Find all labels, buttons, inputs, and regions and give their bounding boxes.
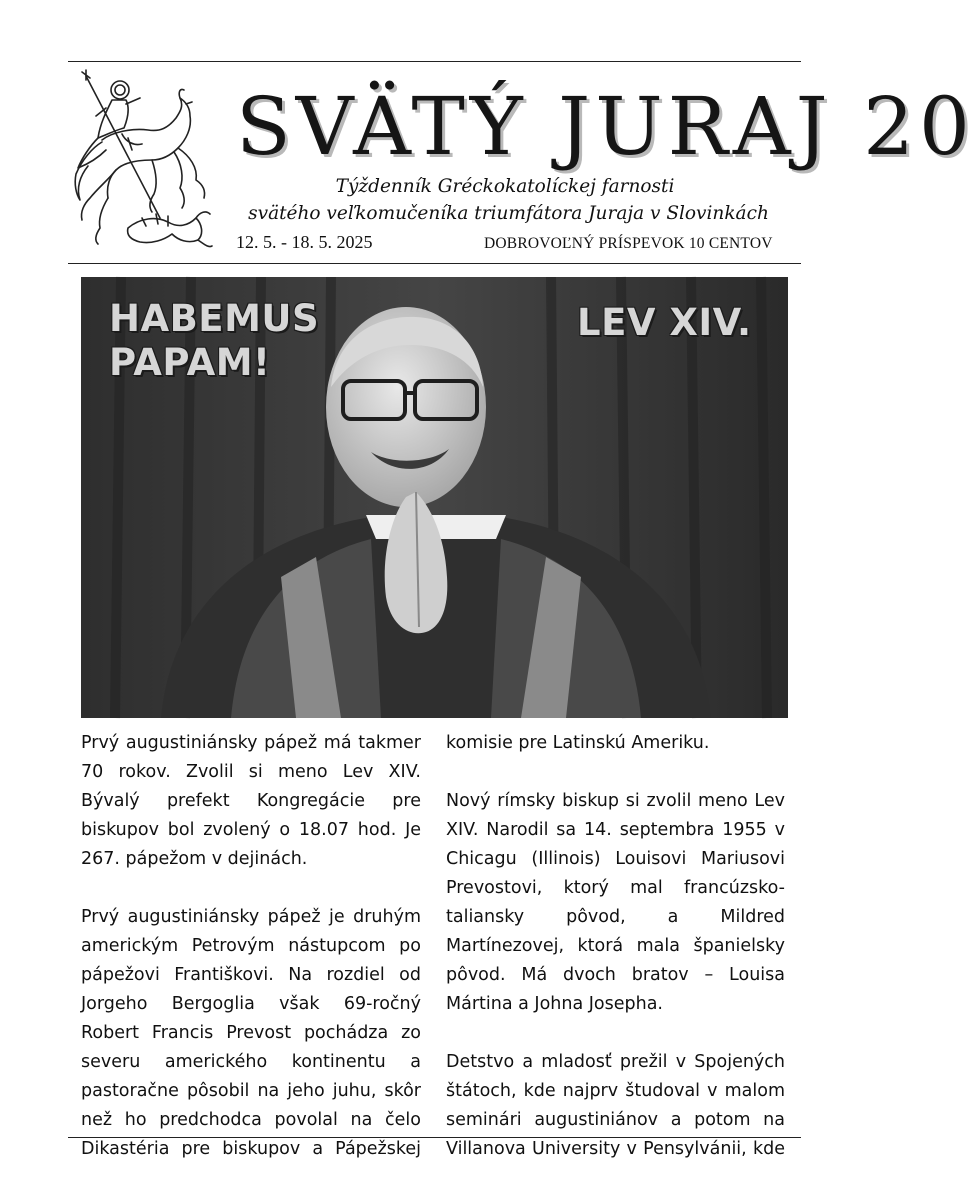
article-right-column: [446, 729, 785, 1164]
masthead-subtitle-line2: svätého veľkomučeníka triumfátora Juraja v Slovinkách: [248, 203, 769, 224]
article-line: pápežovi Františkovi. Na rozdiel od: [81, 965, 421, 985]
bottom-rule: [68, 1137, 801, 1138]
article-line: Robert Francis Prevost pochádza zo: [81, 1023, 421, 1043]
article-line: 70 rokov. Zvolil si meno Lev XIV.: [81, 762, 421, 782]
price-note: DOBROVOĽNÝ PRÍSPEVOK 10 CENTOV: [484, 235, 773, 252]
masthead-subtitle-line1: Týždenník Gréckokatolíckej farnosti: [335, 176, 675, 197]
top-rule: [68, 61, 801, 62]
saint-george-logo: [68, 68, 218, 253]
article-line: Bývalý prefekt Kongregácie pre: [81, 791, 421, 811]
photo-overlay-papam: PAPAM!: [109, 341, 271, 384]
article-line: severu amerického kontinentu a: [81, 1052, 421, 1072]
article-line: 267. pápežom v dejinách.: [81, 849, 308, 869]
article-line: biskupov bol zvolený o 18.07 hod. Je: [81, 820, 421, 840]
article-line: pôvod. Má dvoch bratov – Louisa: [446, 965, 785, 985]
article-line: štátoch, kde najprv študoval v malom: [446, 1081, 785, 1101]
article-line: Detstvo a mladosť prežil v Spojených: [446, 1052, 785, 1072]
masthead-bottom-rule: [68, 263, 801, 264]
article-line: Villanova University v Pensylvánii, kde: [446, 1139, 785, 1159]
article-line: komisie pre Latinskú Ameriku.: [446, 733, 710, 753]
photo-overlay-habemus: HABEMUS: [109, 297, 320, 340]
article-line: Chicagu (Illinois) Louisovi Mariusovi: [446, 849, 785, 869]
article-line: taliansky pôvod, a Mildred: [446, 907, 785, 927]
article-line: Dikastéria pre biskupov a Pápežskej: [81, 1139, 421, 1159]
article-line: než ho predchodca povolal na čelo: [81, 1110, 421, 1130]
article-line: Nový rímsky biskup si zvolil meno Lev: [446, 791, 785, 811]
masthead-title: SVÄTÝ JURAJ 20: [236, 80, 975, 173]
article-line: Mártina a Johna Josepha.: [446, 994, 663, 1014]
article-line: XIV. Narodil sa 14. septembra 1955 v: [446, 820, 785, 840]
pope-photo: [81, 277, 788, 718]
issue-dates: 12. 5. - 18. 5. 2025: [236, 232, 373, 252]
article-left-column: [81, 729, 421, 1164]
paragraph-gap: [446, 758, 785, 787]
article-line: Prvý augustiniánsky pápež je druhým: [81, 907, 421, 927]
article-line: Jorgeho Bergoglia však 69-ročný: [81, 994, 421, 1014]
photo-overlay-pope-name: LEV XIV.: [577, 301, 752, 344]
article-line: pastoračne pôsobil na jeho juhu, skôr: [81, 1081, 421, 1101]
article-line: Prvý augustiniánsky pápež má takmer: [81, 733, 421, 753]
article-line: americkým Petrovým nástupcom po: [81, 936, 421, 956]
article-line: Prevostovi, ktorý mal francúzsko-: [446, 878, 785, 898]
article-line: seminári augustiniánov a potom na: [446, 1110, 785, 1130]
article-line: Martínezovej, ktorá mala španielsky: [446, 936, 785, 956]
paragraph-gap: [446, 1019, 785, 1048]
paragraph-gap: [81, 874, 421, 903]
